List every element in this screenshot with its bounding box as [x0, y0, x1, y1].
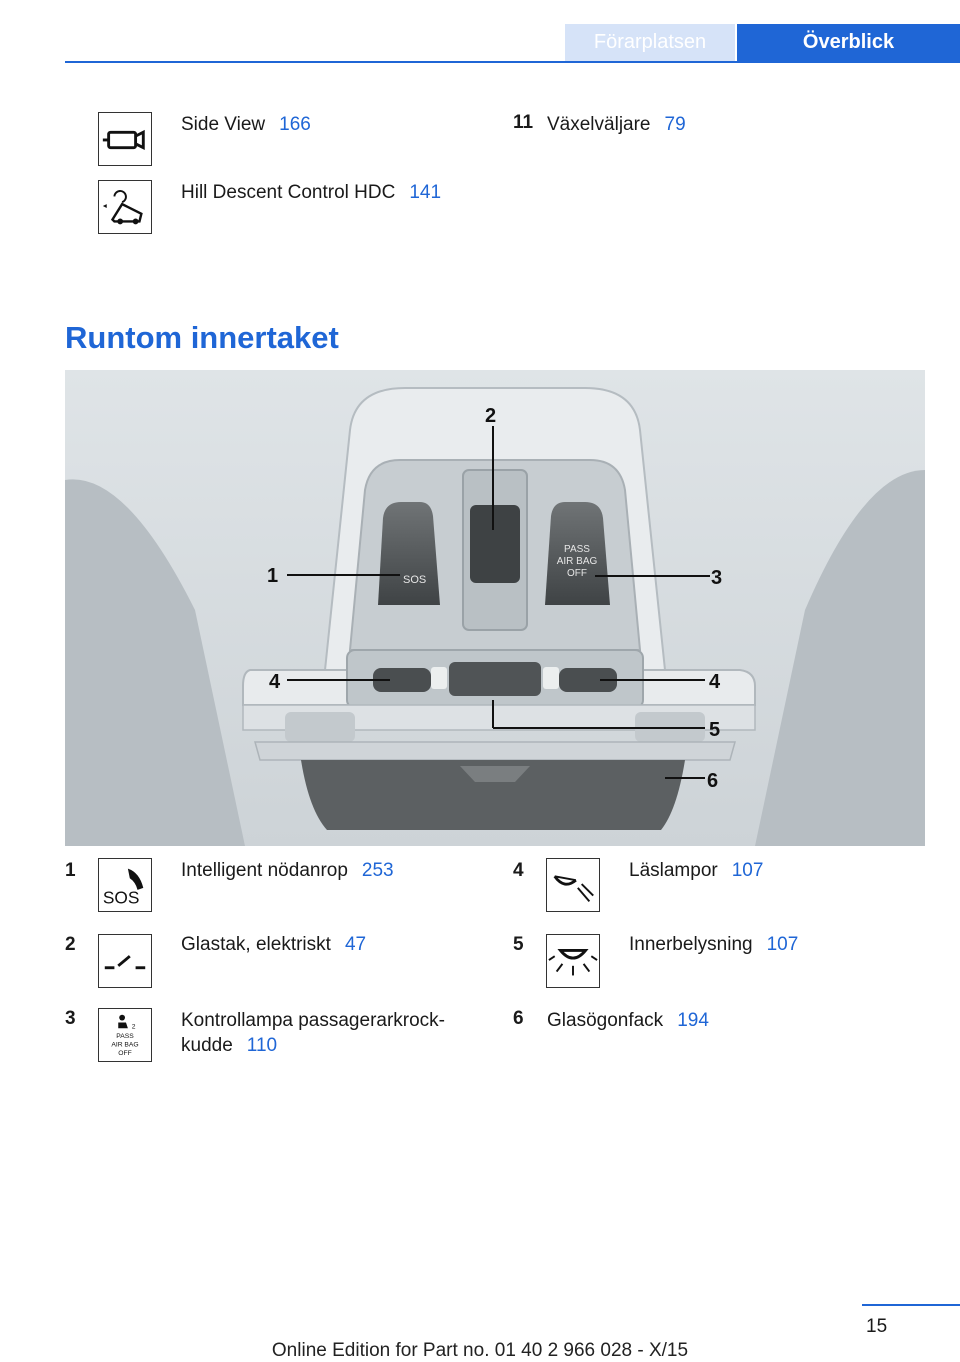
legend-number: 4: [513, 860, 524, 881]
page-ref-link[interactable]: 79: [664, 114, 686, 135]
legend-number: 3: [65, 1008, 76, 1029]
icon-airbag-line1: PASS: [116, 1032, 134, 1040]
callout-3: 3: [711, 567, 723, 589]
hill-descent-icon: [98, 180, 152, 234]
callout-5: 5: [709, 719, 721, 741]
page-ref-link[interactable]: 110: [246, 1035, 278, 1056]
entry-label: Växelväljare: [547, 114, 651, 135]
airbag-label-line1: PASS: [564, 544, 590, 555]
header-chapter-tab: Överblick: [737, 24, 960, 61]
callout-2: 2: [485, 405, 497, 427]
overhead-console-illustration: [65, 370, 925, 846]
legend-entry-3: [181, 1008, 445, 1058]
section-title: Runtom innertaket: [65, 320, 339, 355]
passenger-airbag-off-icon: [98, 1008, 152, 1062]
sos-label: SOS: [403, 574, 427, 586]
legend-entry-6: [547, 1008, 709, 1033]
hill-descent-entry: [181, 180, 441, 205]
page-ref-link[interactable]: 166: [279, 114, 311, 135]
header-section-tab: Förarplatsen: [565, 24, 735, 61]
sos-icon-text: SOS: [102, 887, 140, 908]
gear-selector-entry: [547, 112, 686, 137]
entry-label: Side View: [181, 114, 266, 135]
page-ref-link[interactable]: 253: [361, 860, 394, 881]
page-ref-link[interactable]: 194: [677, 1010, 709, 1031]
edition-footer: Online Edition for Part no. 01 40 2 966 028 - X/15: [271, 1340, 689, 1361]
entry-label: Läslampor: [629, 860, 718, 881]
page-ref-link[interactable]: 107: [731, 860, 764, 881]
footer-rule: [862, 1304, 960, 1306]
entry-label: Glasögonfack: [547, 1010, 664, 1031]
callout-6: 6: [707, 770, 719, 792]
entry-label: Hill Descent Control HDC: [181, 182, 396, 203]
entry-label: Glastak, elektriskt: [181, 934, 331, 955]
page-ref-link[interactable]: 107: [766, 934, 799, 955]
reading-lamp-icon: [546, 858, 600, 912]
sos-phone-icon: [98, 858, 152, 912]
page-ref-link[interactable]: 141: [409, 182, 442, 203]
page-number: 15: [866, 1316, 888, 1337]
glass-roof-icon: [98, 934, 152, 988]
legend-number: 2: [65, 934, 76, 955]
callout-4-left: 4: [269, 671, 281, 693]
airbag-label-line2: AIR BAG: [556, 556, 598, 567]
entry-label-line2-wrap: [181, 1033, 445, 1058]
callout-4-right: 4: [709, 671, 721, 693]
seat-number: 2: [131, 1023, 136, 1031]
icon-airbag-line3: OFF: [118, 1050, 132, 1058]
entry-label: Intelligent nödanrop: [181, 860, 348, 881]
header-rule: [65, 61, 960, 63]
airbag-label-line3: OFF: [567, 568, 587, 579]
item-number: 11: [513, 112, 534, 133]
side-view-camera-icon: [98, 112, 152, 166]
entry-label: Innerbelysning: [629, 934, 753, 955]
interior-light-icon: [546, 934, 600, 988]
callout-1: 1: [267, 565, 279, 587]
side-view-entry: [181, 112, 311, 137]
legend-entry-2: [181, 932, 366, 957]
entry-label-line2: kudde: [181, 1035, 233, 1056]
icon-airbag-line2: AIR BAG: [111, 1041, 139, 1049]
legend-number: 1: [65, 860, 76, 881]
legend-number: 6: [513, 1008, 524, 1029]
legend-entry-4: [629, 858, 763, 883]
legend-entry-5: [629, 932, 798, 957]
legend-number: 5: [513, 934, 524, 955]
legend-entry-1: [181, 858, 394, 883]
entry-label-line1: Kontrollampa passagerarkrock-: [181, 1010, 446, 1031]
page-ref-link[interactable]: 47: [344, 934, 367, 955]
